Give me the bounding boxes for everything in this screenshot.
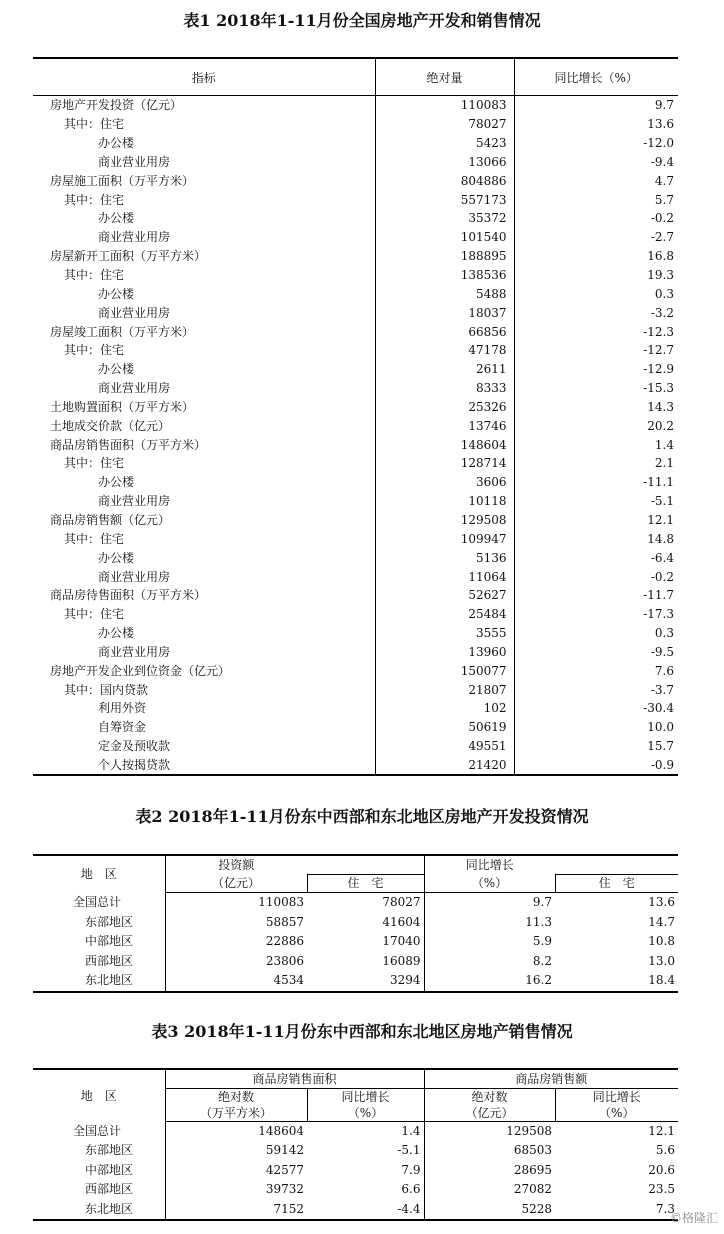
table1-cell-absolute: 25326: [375, 398, 514, 417]
table1-cell-absolute: 13960: [375, 642, 514, 661]
table3-cell-area: 148604: [165, 1121, 307, 1141]
table1-cell-growth: 12.1: [514, 511, 678, 530]
table1-cell-indicator: 其中：住宅: [64, 343, 125, 358]
table3-cell-area: 39732: [165, 1180, 307, 1200]
table1-row: [33, 605, 678, 624]
table1-cell-indicator: 房屋竣工面积（万平方米）: [50, 324, 195, 339]
table2-title: 表2 2018年1-11月份东中西部和东北地区房地产开发投资情况: [135, 807, 589, 826]
table1-row: [33, 529, 678, 548]
table1-cell-absolute: 52627: [375, 586, 514, 605]
table1-row: [33, 96, 678, 115]
table3-cell-region: 全国总计: [73, 1123, 122, 1138]
table1-row: [33, 134, 678, 153]
table1-row: [33, 190, 678, 209]
table1-row: [33, 284, 678, 303]
table3-cell-sales_growth: 20.6: [648, 1162, 675, 1177]
table1-row: [33, 511, 678, 530]
table2-cell-growth: 9.7: [424, 893, 555, 913]
table1-cell-absolute: 188895: [375, 247, 514, 266]
table1-cell-growth: -12.3: [514, 322, 678, 341]
table1-cell-growth: -5.1: [514, 492, 678, 511]
table3-header-area: 商品房销售面积: [165, 1069, 424, 1088]
table3-header-row-1: [33, 1069, 678, 1088]
table3-cell-region: 东部地区: [85, 1143, 134, 1158]
table3-header-sales-abs: 绝对数 （亿元）: [424, 1088, 555, 1121]
table1-cell-indicator: 自筹资金: [98, 720, 147, 735]
table1-row: [33, 379, 678, 398]
table3: [33, 1068, 678, 1221]
table3-cell-sales: 5228: [424, 1200, 555, 1221]
table1-cell-indicator: 商业营业用房: [98, 230, 171, 245]
table1-cell-growth: 9.7: [514, 96, 678, 115]
table1-cell-indicator: 商业营业用房: [98, 569, 171, 584]
table1-cell-indicator: 房地产开发投资（亿元）: [50, 98, 183, 113]
table2-header-invest-unit: （亿元）: [165, 874, 307, 893]
table3-cell-area_growth: 1.4: [401, 1123, 421, 1138]
table3-cell-sales: 28695: [424, 1161, 555, 1181]
table1-cell-absolute: 804886: [375, 171, 514, 190]
table1-cell-indicator: 房屋新开工面积（万平方米）: [50, 249, 207, 264]
table1-cell-growth: -12.7: [514, 341, 678, 360]
table1-row: [33, 171, 678, 190]
table1-cell-growth: 14.3: [514, 398, 678, 417]
table3-header-area-abs: 绝对数 （万平方米）: [165, 1088, 307, 1121]
table1-cell-indicator: 商业营业用房: [98, 154, 171, 169]
table1-cell-indicator: 其中：住宅: [64, 268, 125, 283]
table1-cell-absolute: 148604: [375, 435, 514, 454]
table1-row: [33, 699, 678, 718]
table1-row: [33, 454, 678, 473]
table1-cell-growth: 15.7: [514, 737, 678, 756]
table1-row: [33, 153, 678, 172]
table1-cell-absolute: 3555: [375, 624, 514, 643]
table1-cell-absolute: 5423: [375, 134, 514, 153]
table1-cell-indicator: 办公楼: [98, 362, 135, 377]
table3-cell-region: 东北地区: [85, 1201, 134, 1216]
table1-cell-absolute: 110083: [375, 96, 514, 115]
table1-cell-indicator: 商品房销售面积（万平方米）: [50, 437, 207, 452]
table2-cell-invest: 23806: [165, 952, 307, 972]
table3-header-sales: 商品房销售额: [424, 1069, 678, 1088]
table1-cell-growth: 16.8: [514, 247, 678, 266]
table1-row: [33, 360, 678, 379]
table1-cell-absolute: 8333: [375, 379, 514, 398]
table2-cell-invest_res: 17040: [382, 934, 421, 949]
table1-row: [33, 473, 678, 492]
table1-row: [33, 115, 678, 134]
table1-cell-growth: -15.3: [514, 379, 678, 398]
watermark: ©格隆汇: [669, 1211, 718, 1225]
table1-cell-growth: 7.6: [514, 661, 678, 680]
table1-cell-indicator: 其中：国内贷款: [64, 682, 149, 697]
table1-cell-indicator: 商品房销售额（亿元）: [50, 512, 171, 527]
table1-cell-absolute: 101540: [375, 228, 514, 247]
table1-cell-growth: -9.4: [514, 153, 678, 172]
table1-row: [33, 341, 678, 360]
table3-cell-sales_growth: 5.6: [655, 1143, 675, 1158]
table1-row: [33, 586, 678, 605]
table2-cell-invest: 4534: [165, 971, 307, 992]
table1-cell-growth: -6.4: [514, 548, 678, 567]
table2-row: [33, 913, 678, 933]
table1-cell-absolute: 11064: [375, 567, 514, 586]
table1-row: [33, 661, 678, 680]
table2-row: [33, 971, 678, 992]
table2-header-growth-unit: （%）: [424, 874, 555, 893]
table1-cell-indicator: 土地购置面积（万平方米）: [50, 399, 195, 414]
table1-cell-absolute: 102: [375, 699, 514, 718]
table2-cell-invest_res: 3294: [389, 973, 421, 988]
table1-row: [33, 228, 678, 247]
table3-title: 表3 2018年1-11月份东中西部和东北地区房地产销售情况: [151, 1022, 573, 1041]
table2-cell-invest_res: 78027: [382, 895, 421, 910]
table1-row: [33, 416, 678, 435]
table2-cell-growth_res: 14.7: [648, 914, 675, 929]
table1-cell-absolute: 557173: [375, 190, 514, 209]
table1-cell-indicator: 其中：住宅: [64, 192, 125, 207]
table1-row: [33, 303, 678, 322]
table1-row: [33, 718, 678, 737]
table1-cell-absolute: 13066: [375, 153, 514, 172]
table2-header-growth: 同比增长: [424, 855, 555, 874]
table1-cell-indicator: 商业营业用房: [98, 381, 171, 396]
table1-cell-indicator: 利用外资: [98, 701, 147, 716]
table2-cell-invest: 58857: [165, 913, 307, 933]
table3-row: [33, 1141, 678, 1161]
table3-row: [33, 1180, 678, 1200]
table1-cell-growth: 13.6: [514, 115, 678, 134]
table1-row: [33, 642, 678, 661]
table1-cell-absolute: 50619: [375, 718, 514, 737]
table2-cell-invest_res: 41604: [382, 914, 421, 929]
table1-cell-indicator: 办公楼: [98, 550, 135, 565]
table1-cell-absolute: 109947: [375, 529, 514, 548]
table1-cell-indicator: 定金及预收款: [98, 739, 171, 754]
table1-row: [33, 567, 678, 586]
table1-cell-absolute: 66856: [375, 322, 514, 341]
table1-cell-absolute: 5488: [375, 284, 514, 303]
table1-cell-absolute: 78027: [375, 115, 514, 134]
table1-cell-indicator: 商业营业用房: [98, 494, 171, 509]
table1-cell-growth: -17.3: [514, 605, 678, 624]
table2-cell-invest_res: 16089: [382, 953, 421, 968]
table3-cell-sales: 27082: [424, 1180, 555, 1200]
table1-cell-absolute: 35372: [375, 209, 514, 228]
table1-cell-growth: -3.7: [514, 680, 678, 699]
table3-row: [33, 1121, 678, 1141]
table1-cell-indicator: 个人按揭贷款: [98, 757, 171, 772]
table1-header-growth: 同比增长（%）: [514, 58, 678, 96]
table1-cell-growth: -12.9: [514, 360, 678, 379]
table1-row: [33, 322, 678, 341]
table1-cell-absolute: 138536: [375, 266, 514, 285]
table1-cell-indicator: 办公楼: [98, 286, 135, 301]
table1-cell-absolute: 3606: [375, 473, 514, 492]
table1-row: [33, 209, 678, 228]
table2-cell-region: 东北地区: [85, 973, 134, 988]
table1-cell-indicator: 其中：住宅: [64, 456, 125, 471]
table1: [33, 57, 678, 776]
table3-cell-sales_growth: 12.1: [648, 1123, 675, 1138]
table1-cell-growth: -2.7: [514, 228, 678, 247]
table3-row: [33, 1161, 678, 1181]
table2-cell-growth_res: 18.4: [648, 973, 675, 988]
table1-cell-growth: -0.2: [514, 567, 678, 586]
table2-cell-invest: 110083: [165, 893, 307, 913]
table1-cell-growth: 1.4: [514, 435, 678, 454]
table3-header-area-growth: 同比增长 （%）: [307, 1088, 424, 1121]
table1-row: [33, 398, 678, 417]
table3-header-region: 地 区: [80, 1088, 117, 1103]
table1-cell-growth: 19.3: [514, 266, 678, 285]
table1-cell-growth: -0.2: [514, 209, 678, 228]
table3-cell-sales_growth: 23.5: [648, 1182, 675, 1197]
table1-row: [33, 680, 678, 699]
table1-cell-indicator: 办公楼: [98, 211, 135, 226]
table1-header-indicator: 指标: [33, 58, 375, 96]
table3-cell-area: 59142: [165, 1141, 307, 1161]
table1-cell-growth: -0.9: [514, 756, 678, 776]
table1-cell-indicator: 商品房待售面积（万平方米）: [50, 588, 207, 603]
table1-cell-growth: -11.1: [514, 473, 678, 492]
table3-cell-region: 中部地区: [85, 1162, 134, 1177]
table1-cell-absolute: 150077: [375, 661, 514, 680]
table2-cell-growth_res: 13.0: [648, 953, 675, 968]
table1-cell-growth: 10.0: [514, 718, 678, 737]
table1-cell-indicator: 办公楼: [98, 475, 135, 490]
table1-cell-growth: -11.7: [514, 586, 678, 605]
table1-cell-absolute: 13746: [375, 416, 514, 435]
table2-cell-growth: 16.2: [424, 971, 555, 992]
table2: [33, 854, 678, 993]
table3-cell-area_growth: -4.4: [397, 1201, 421, 1216]
table3-row: [33, 1200, 678, 1221]
table1-cell-growth: 5.7: [514, 190, 678, 209]
table2-cell-growth: 11.3: [424, 913, 555, 933]
table1-cell-indicator: 办公楼: [98, 136, 135, 151]
table1-cell-indicator: 其中：住宅: [64, 531, 125, 546]
table1-cell-absolute: 21807: [375, 680, 514, 699]
table2-cell-growth: 8.2: [424, 952, 555, 972]
table1-cell-growth: 4.7: [514, 171, 678, 190]
table1-cell-indicator: 其中：住宅: [64, 117, 125, 132]
table3-cell-area: 42577: [165, 1161, 307, 1181]
table3-cell-area_growth: 7.9: [401, 1162, 421, 1177]
table1-cell-growth: -3.2: [514, 303, 678, 322]
table1-row: [33, 737, 678, 756]
table2-header-invest-residential: 住 宅: [307, 874, 424, 893]
table2-cell-region: 全国总计: [73, 895, 122, 909]
table3-cell-sales: 68503: [424, 1141, 555, 1161]
table2-row: [33, 932, 678, 952]
table1-cell-absolute: 2611: [375, 360, 514, 379]
table1-cell-indicator: 房屋施工面积（万平方米）: [50, 173, 195, 188]
table1-cell-absolute: 49551: [375, 737, 514, 756]
table1-cell-growth: -9.5: [514, 642, 678, 661]
table3-cell-area_growth: -5.1: [397, 1143, 421, 1158]
table2-header-row-1: [33, 855, 678, 874]
table2-cell-region: 西部地区: [85, 953, 134, 968]
table1-cell-absolute: 128714: [375, 454, 514, 473]
table1-cell-growth: -12.0: [514, 134, 678, 153]
table1-cell-indicator: 商业营业用房: [98, 305, 171, 320]
table1-cell-absolute: 18037: [375, 303, 514, 322]
table3-cell-area_growth: 6.6: [401, 1182, 421, 1197]
table1-title: 表1 2018年1-11月份全国房地产开发和销售情况: [183, 11, 541, 30]
table2-cell-region: 中部地区: [85, 934, 134, 949]
table1-cell-absolute: 25484: [375, 605, 514, 624]
table1-cell-growth: 14.8: [514, 529, 678, 548]
table1-row: [33, 492, 678, 511]
table1-cell-indicator: 商业营业用房: [98, 644, 171, 659]
table1-cell-growth: 0.3: [514, 284, 678, 303]
table3-cell-area: 7152: [165, 1200, 307, 1221]
table1-cell-growth: 2.1: [514, 454, 678, 473]
table1-row: [33, 756, 678, 776]
table2-cell-growth_res: 10.8: [648, 934, 675, 949]
table1-cell-indicator: 其中：住宅: [64, 607, 125, 622]
table2-cell-region: 东部地区: [85, 914, 134, 929]
table2-header-region: 地 区: [80, 867, 117, 882]
table1-row: [33, 548, 678, 567]
table3-cell-region: 西部地区: [85, 1182, 134, 1197]
table3-cell-sales: 129508: [424, 1121, 555, 1141]
table1-cell-indicator: 房地产开发企业到位资金（亿元）: [50, 663, 231, 678]
table2-header-growth-residential: 住 宅: [555, 874, 678, 893]
table1-cell-absolute: 129508: [375, 511, 514, 530]
table2-header-invest: 投资额: [165, 855, 307, 874]
table1-cell-growth: 20.2: [514, 416, 678, 435]
table1-cell-growth: 0.3: [514, 624, 678, 643]
table1-row: [33, 266, 678, 285]
table2-cell-invest: 22886: [165, 932, 307, 952]
table1-row: [33, 247, 678, 266]
table1-cell-absolute: 5136: [375, 548, 514, 567]
table1-cell-indicator: 办公楼: [98, 626, 135, 641]
table1-cell-indicator: 土地成交价款（亿元）: [50, 418, 171, 433]
table1-cell-growth: -30.4: [514, 699, 678, 718]
table1-header-absolute: 绝对量: [375, 58, 514, 96]
table3-cell-sales_growth: 7.3: [655, 1201, 675, 1216]
table1-header-row: [33, 58, 678, 96]
table2-cell-growth: 5.9: [424, 932, 555, 952]
table3-header-sales-growth: 同比增长 （%）: [555, 1088, 678, 1121]
table1-cell-absolute: 10118: [375, 492, 514, 511]
table1-row: [33, 435, 678, 454]
table2-cell-growth_res: 13.6: [648, 895, 675, 910]
table1-row: [33, 624, 678, 643]
table1-cell-absolute: 21420: [375, 756, 514, 776]
table2-row: [33, 952, 678, 972]
table2-row: [33, 893, 678, 913]
table1-cell-absolute: 47178: [375, 341, 514, 360]
